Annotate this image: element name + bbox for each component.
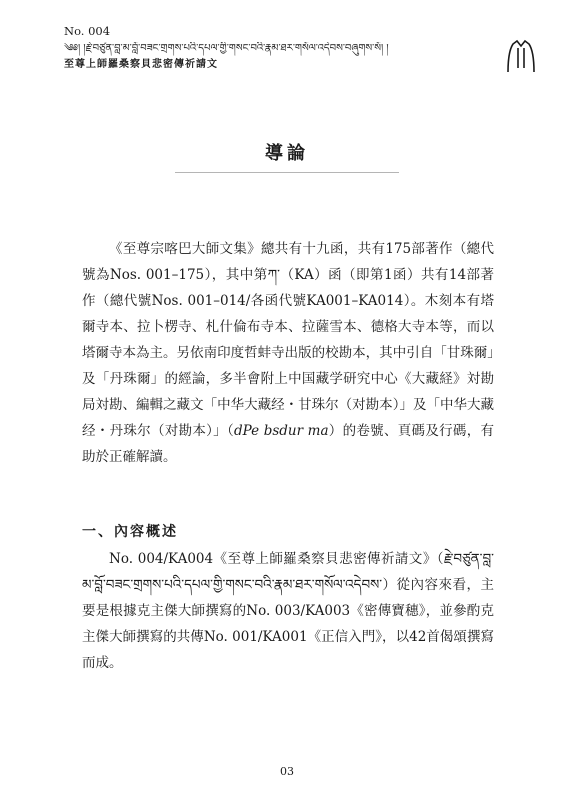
intro-italic-term: dPe bsdur ma — [234, 423, 329, 439]
content-overview-paragraph — [82, 546, 494, 676]
intro-text-part-2: ）的卷號、頁碼及行碼，有助於正確解讀。 — [82, 423, 495, 465]
overview-text: No. 004/KA004《至尊上師羅桑察貝悲密傳祈請文》（རྗེ་བཙུན་བླ་མ་བློ་བཟང་གྲགས་པའི་དཔལ་གྱི་གསང་བའི་རྣམ་ཐར་གསོལ་འདེབས་）從內容來看，主要是根據克主傑大師撰寫的No. 003/KA003《密傳寶穗》，並參酌克主傑大師撰寫的共傳No. 001/KA001《正信入門》，以42首偈頌撰寫而成。 — [82, 551, 494, 671]
chinese-title: 至尊上師羅桑察貝悲密傳祈請文 — [64, 59, 218, 70]
introduction-paragraph — [82, 236, 494, 470]
tibetan-title: ༄༅། །རྗེ་བཙུན་བླ་མ་བློ་བཟང་གྲགས་པའི་དཔལ་གྱི་གསང་བའི་རྣམ་ཐར་གསོལ་འདེབས་བཞུགས་སོ། ། — [64, 43, 389, 54]
page-number: 03 — [280, 765, 294, 778]
intro-text-part-1: 《至尊宗喀巴大師文集》總共有十九函，共有175部著作（總代號為Nos. 001–175），其中第ཀ་（KA）函（即第1函）共有14部著作（總代號Nos. 001–014/各函代號KA001–KA014）。木刻本有塔爾寺本、拉卜楞寺、札什倫布寺本、拉薩雪本、德格大寺本等，而以塔爾寺本為主。另依南印度哲蚌寺出版的校勘本，其中引自「甘珠爾」及「丹珠爾」的經論，多半會附上中国藏学研究中心《大藏経》対勘局対勘、編輯之藏文「中华大藏经・甘珠尔（对勘本）」及「中华大藏经・丹珠尔（对勘本）」（ — [82, 241, 494, 439]
publisher-logo-icon — [505, 38, 537, 74]
section-title: 導論 — [265, 143, 309, 164]
running-header — [64, 24, 484, 72]
document-number: No. 004 — [64, 24, 111, 38]
subsection-heading: 一、內容概述 — [82, 524, 178, 540]
title-divider — [175, 172, 399, 173]
